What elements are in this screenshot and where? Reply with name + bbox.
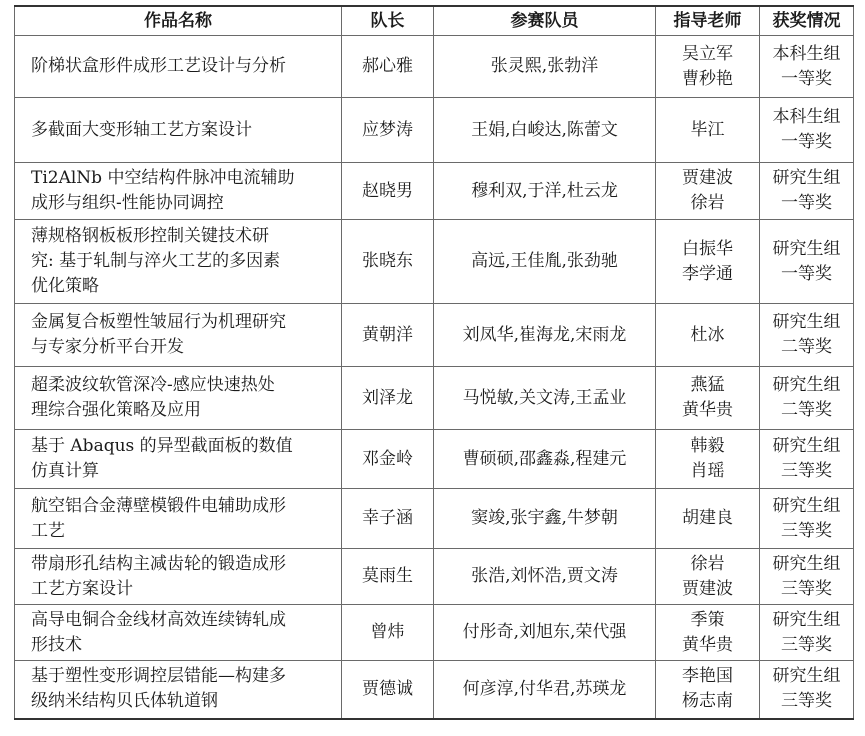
header-row: [15, 6, 854, 36]
table-body: [15, 36, 854, 719]
table-row: [15, 661, 854, 719]
table-row: [15, 163, 854, 220]
members-cell: 马悦敏,关文涛,王孟业: [434, 367, 656, 430]
members-cell: 王娟,白峻达,陈蕾文: [434, 98, 656, 163]
result-cell: 研究生组 一等奖: [760, 163, 854, 220]
work-name-cell: 基于 Abaqus 的异型截面板的数值 仿真计算: [15, 430, 342, 489]
members-cell: 张浩,刘怀浩,贾文涛: [434, 549, 656, 605]
members-cell: 曹硕硕,邵鑫淼,程建元: [434, 430, 656, 489]
captain-cell: 赵晓男: [342, 163, 434, 220]
advisors-cell: 胡建良: [656, 489, 760, 549]
header-work-name: 作品名称: [15, 6, 342, 36]
table-row: [15, 430, 854, 489]
advisors-cell: 白振华 李学通: [656, 220, 760, 304]
advisors-cell: 徐岩 贾建波: [656, 549, 760, 605]
result-cell: 本科生组 一等奖: [760, 36, 854, 98]
table-row: [15, 489, 854, 549]
members-cell: 穆利双,于洋,杜云龙: [434, 163, 656, 220]
advisors-cell: 贾建波 徐岩: [656, 163, 760, 220]
table-row: [15, 367, 854, 430]
work-name-cell: Ti2AlNb 中空结构件脉冲电流辅助 成形与组织-性能协同调控: [15, 163, 342, 220]
result-cell: 研究生组 三等奖: [760, 549, 854, 605]
work-name-cell: 金属复合板塑性皱屈行为机理研究 与专家分析平台开发: [15, 304, 342, 367]
work-name-cell: 多截面大变形轴工艺方案设计: [15, 98, 342, 163]
advisors-cell: 杜冰: [656, 304, 760, 367]
captain-cell: 贾德诚: [342, 661, 434, 719]
advisors-cell: 燕猛 黄华贵: [656, 367, 760, 430]
members-cell: 刘凤华,崔海龙,宋雨龙: [434, 304, 656, 367]
advisors-cell: 毕江: [656, 98, 760, 163]
advisors-cell: 吴立军 曹秒艳: [656, 36, 760, 98]
header-advisors: 指导老师: [656, 6, 760, 36]
table-row: [15, 549, 854, 605]
members-cell: 何彦淳,付华君,苏瑛龙: [434, 661, 656, 719]
work-name-cell: 超柔波纹软管深冷-感应快速热处 理综合强化策略及应用: [15, 367, 342, 430]
captain-cell: 郝心雅: [342, 36, 434, 98]
advisors-cell: 季策 黄华贵: [656, 605, 760, 661]
result-cell: 研究生组 三等奖: [760, 661, 854, 719]
members-cell: 窦竣,张宇鑫,牛梦朝: [434, 489, 656, 549]
header-result: 获奖情况: [760, 6, 854, 36]
result-cell: 研究生组 一等奖: [760, 220, 854, 304]
advisors-cell: 韩毅 肖瑶: [656, 430, 760, 489]
captain-cell: 应梦涛: [342, 98, 434, 163]
work-name-cell: 阶梯状盒形件成形工艺设计与分析: [15, 36, 342, 98]
work-name-cell: 薄规格钢板板形控制关键技术研 究: 基于轧制与淬火工艺的多因素 优化策略: [15, 220, 342, 304]
table-row: [15, 304, 854, 367]
result-cell: 本科生组 一等奖: [760, 98, 854, 163]
work-name-cell: 基于塑性变形调控层错能—构建多 级纳米结构贝氏体轨道钢: [15, 661, 342, 719]
members-cell: 张灵熙,张勃洋: [434, 36, 656, 98]
result-cell: 研究生组 二等奖: [760, 304, 854, 367]
captain-cell: 曾炜: [342, 605, 434, 661]
work-name-cell: 带扇形孔结构主减齿轮的锻造成形 工艺方案设计: [15, 549, 342, 605]
captain-cell: 黄朝洋: [342, 304, 434, 367]
header-members: 参赛队员: [434, 6, 656, 36]
result-cell: 研究生组 三等奖: [760, 430, 854, 489]
header-captain: 队长: [342, 6, 434, 36]
work-name-cell: 高导电铜合金线材高效连续铸轧成 形技术: [15, 605, 342, 661]
advisors-cell: 李艳国 杨志南: [656, 661, 760, 719]
members-cell: 付彤奇,刘旭东,荣代强: [434, 605, 656, 661]
table-row: [15, 36, 854, 98]
awards-table: [14, 5, 854, 720]
table-row: [15, 220, 854, 304]
table-row: [15, 98, 854, 163]
captain-cell: 莫雨生: [342, 549, 434, 605]
work-name-cell: 航空铝合金薄壁模锻件电辅助成形 工艺: [15, 489, 342, 549]
result-cell: 研究生组 三等奖: [760, 489, 854, 549]
captain-cell: 邓金岭: [342, 430, 434, 489]
captain-cell: 张晓东: [342, 220, 434, 304]
result-cell: 研究生组 三等奖: [760, 605, 854, 661]
table-header: [15, 6, 854, 36]
result-cell: 研究生组 二等奖: [760, 367, 854, 430]
table-row: [15, 605, 854, 661]
captain-cell: 刘泽龙: [342, 367, 434, 430]
captain-cell: 幸子涵: [342, 489, 434, 549]
members-cell: 高远,王佳胤,张劲驰: [434, 220, 656, 304]
